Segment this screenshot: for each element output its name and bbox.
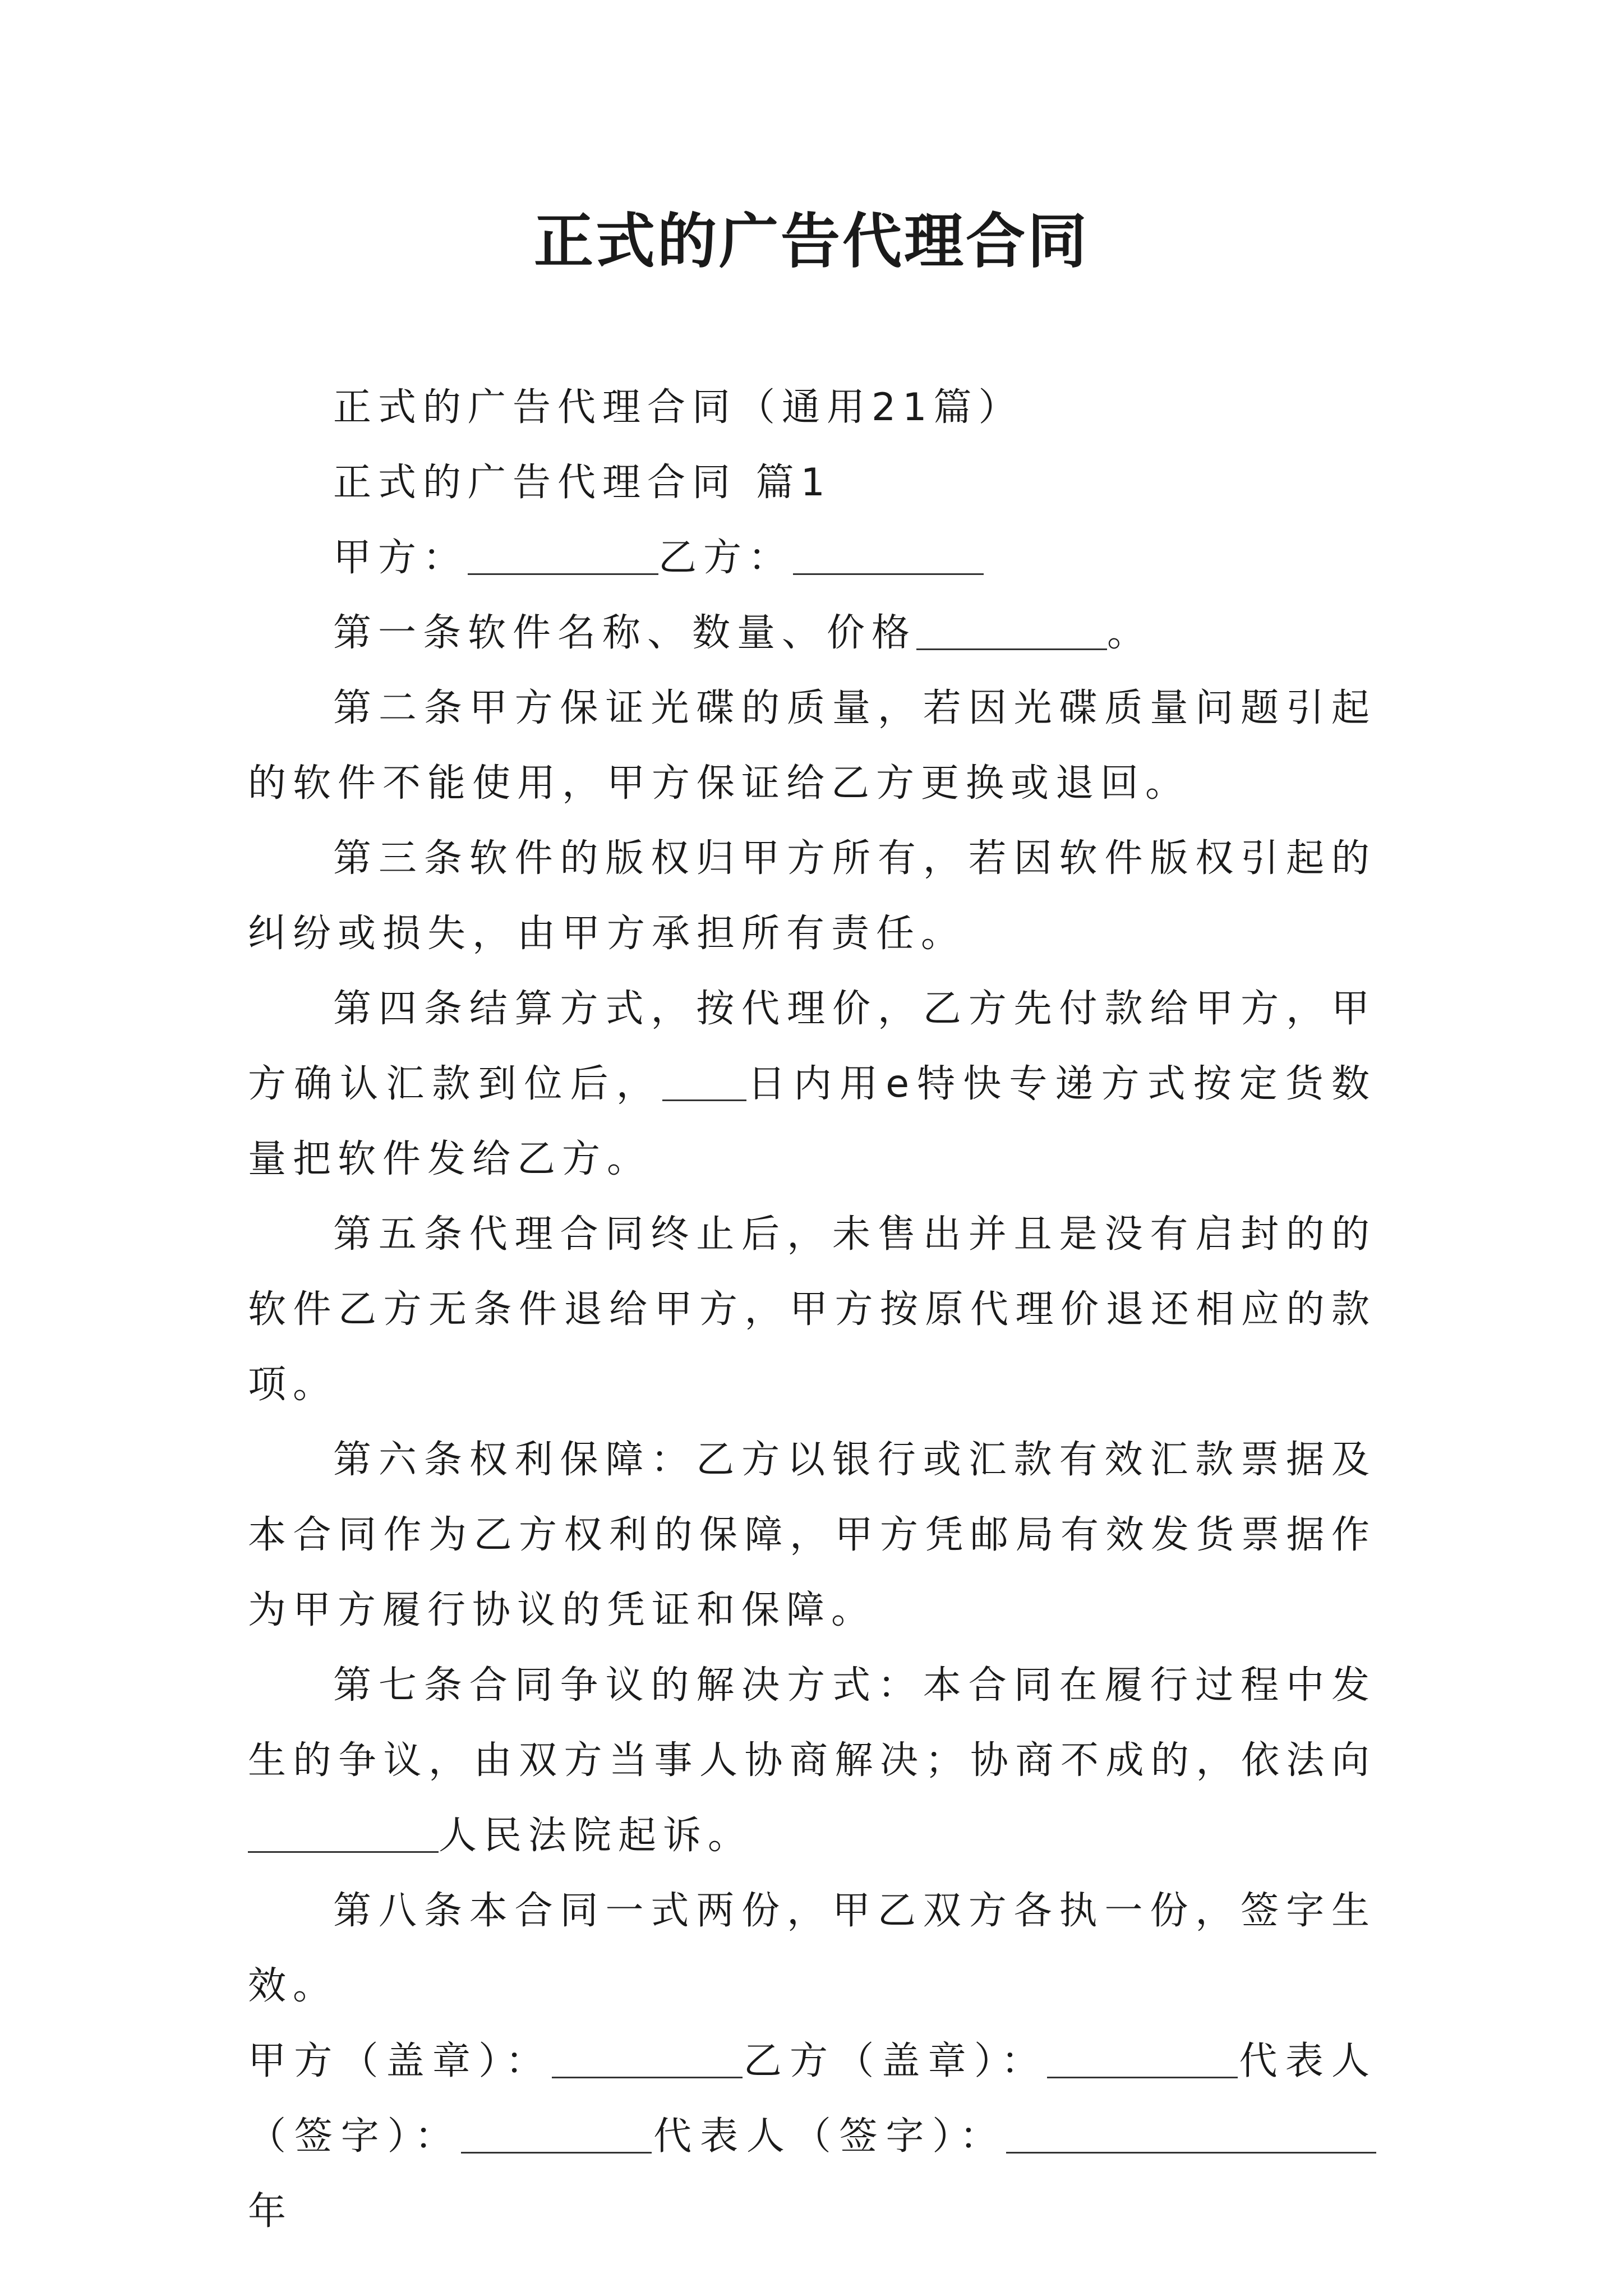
clause-4: [248, 972, 1376, 1197]
sign-b-blank: [1047, 2043, 1238, 2078]
clause-7-blank: [248, 1818, 439, 1853]
subtitle: 正式的广告代理合同（通用21篇）: [333, 385, 1023, 430]
party-b-blank: [793, 540, 984, 575]
clause-1: [248, 596, 1376, 671]
party-a-blank: [468, 540, 658, 575]
year-label: 年: [248, 2189, 293, 2234]
document-body: [248, 370, 1376, 2249]
rep-b-label: 代表人（签字）：: [652, 2114, 1006, 2159]
party-a-label: 甲方：: [333, 536, 468, 580]
clause-6: 第六条权利保障：乙方以银行或汇款有效汇款票据及本合同作为乙方权利的保障，甲方凭邮局有效发货票据作为甲方履行协议的凭证和保障。: [248, 1438, 1376, 1632]
rep-a-blank: [461, 2118, 652, 2154]
clause-5: 第五条代理合同终止后，未售出并且是没有启封的的软件乙方无条件退给甲方，甲方按原代理价退还相应的款项。: [248, 1212, 1376, 1407]
clause-7: [248, 1648, 1376, 1874]
clause-7-text-b: 人民法院起诉。: [439, 1814, 753, 1858]
document-title: 正式的广告代理合同: [534, 206, 1089, 276]
clause-8: 第八条本合同一式两份，甲乙双方各执一份，签字生效。: [248, 1889, 1376, 2008]
clause-1-text: 第一条软件名称、数量、价格: [333, 611, 917, 655]
sign-a-blank: [552, 2043, 743, 2078]
clause-7-text-a: 第七条合同争议的解决方式：本合同在履行过程中发生的争议，由双方当事人协商解决；协商不成的，依法向: [248, 1663, 1376, 1783]
clause-2: 第二条甲方保证光碟的质量，若因光碟质量问题引起的软件不能使用，甲方保证给乙方更换或退回。: [248, 686, 1376, 806]
rep-a-label: 代表人（签字）：: [248, 2039, 1376, 2159]
clause-4-text-a: 第四条结算方式，按代理价，乙方先付款给甲方，甲方确认汇款到位后，: [248, 987, 1376, 1106]
sign-a-label: 甲方（盖章）：: [248, 2039, 552, 2083]
signature-block: [248, 2024, 1376, 2249]
sign-b-label: 乙方（盖章）：: [742, 2039, 1048, 2083]
clause-4-text-b: 日内用e特快专递方式按定货数量把软件发给乙方。: [248, 1062, 1376, 1181]
party-b-label: 乙方：: [658, 536, 794, 580]
parties-line: [248, 521, 1376, 596]
clause-3: 第三条软件的版权归甲方所有，若因软件版权引起的纠纷或损失，由甲方承担所有责任。: [248, 836, 1376, 956]
clause-1-end: 。: [1107, 611, 1152, 655]
date-blank: [1006, 2118, 1376, 2154]
clause-1-blank: [916, 615, 1107, 650]
clause-4-blank: [662, 1066, 746, 1101]
section-heading: 正式的广告代理合同 篇1: [333, 461, 832, 505]
